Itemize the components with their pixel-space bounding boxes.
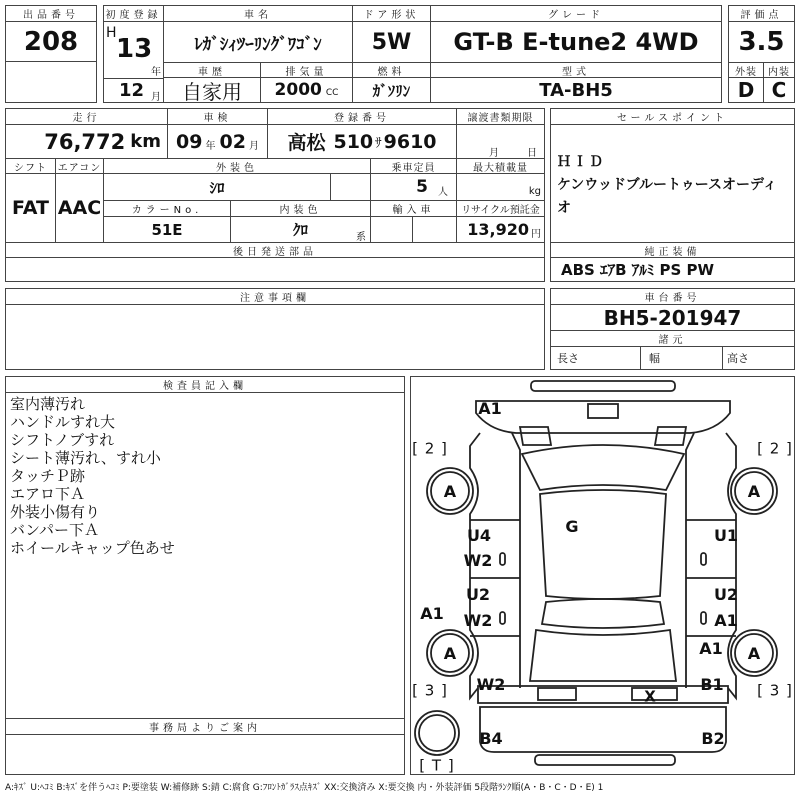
displacement-value: 2000 (274, 80, 322, 100)
model-code-value: TA-BH5 (430, 77, 722, 103)
capacity-cell (370, 173, 457, 201)
mileage-value: 76,772 (44, 129, 126, 154)
mark-quarter-right: B1 (700, 675, 724, 694)
imported-header: 輸入車 (370, 200, 457, 217)
parts-later-header: 後日発送部品 (5, 242, 545, 258)
specs-header: 諸元 (550, 330, 795, 347)
grade-header: グレード (430, 5, 722, 22)
interior-grade-value: C (763, 77, 795, 103)
shift-value: FAT (5, 173, 56, 243)
registration-class: 510 (333, 130, 374, 153)
displacement-cell (260, 77, 353, 103)
transfer-month-unit: 月 (489, 148, 499, 159)
history-value: 自家用 (163, 77, 261, 103)
right-front-door-handle (701, 553, 706, 565)
windshield (522, 445, 684, 490)
right-side-inner (686, 433, 694, 688)
car-name-value: ﾚｶﾞｼｨﾂｰﾘﾝｸﾞﾜｺﾞﾝ (163, 21, 353, 63)
color-number-header: カラーNo. (103, 200, 231, 217)
mark-door-left-front-2: W2 (463, 551, 493, 570)
right-headlight (655, 427, 686, 445)
sales-point-item: ＨＩＤ (557, 154, 605, 170)
first-registration-month-unit: 月 (151, 92, 161, 103)
inspector-note-line: エアロ下Ａ (10, 485, 86, 503)
spare-tire (415, 711, 459, 755)
inspector-note-line: シート薄汚れ、すれ小 (10, 449, 161, 467)
interior-color-cell (230, 216, 371, 243)
exterior-grade-value: D (728, 77, 764, 103)
sales-point-item: ケンウッドブルートゥースオーディオ (557, 177, 777, 216)
inspection-year: 09 (176, 130, 203, 153)
transfer-day-unit: 日 (527, 148, 537, 159)
spec-height: 高さ (722, 346, 795, 370)
office-notice-body (5, 734, 405, 775)
max-load-cell (456, 173, 545, 201)
inspector-note-line: バンパー下Ａ (10, 521, 99, 539)
registration-kana: ｻ (375, 136, 382, 151)
rear-bottom-strip (535, 755, 675, 765)
model-code-header: 型式 (430, 62, 722, 78)
aircon-header: エアコン (55, 158, 104, 174)
exterior-color-value: ｼﾛ (103, 173, 331, 201)
mark-wheel-right-rear: A (747, 644, 761, 663)
exterior-color-extra (330, 173, 371, 201)
mark-fender-left-rear: A1 (420, 604, 444, 623)
exterior-grade-header: 外装 (728, 62, 764, 78)
mark-door-left-rear-1: U2 (465, 585, 491, 604)
interior-color-suffix: 系 (356, 232, 366, 243)
inspector-note-line: 外装小傷有り (10, 503, 101, 521)
damage-code-legend: A:ｷｽﾞ U:ﾍｺﾐ B:ｷｽﾞを伴うﾍｺﾐ P:要塗装 W:補修跡 S:錆 C:腐食 G:ﾌﾛﾝﾄｶﾞﾗｽ点ｷｽﾞ XX:交換済み X:要交換 内・外装評価 5段階ﾗﾝｸ順(A・B・C・D・E) 1 (5, 783, 604, 793)
mileage-header: 走行 (5, 108, 168, 125)
inspector-notes-header: 検査員記入欄 (5, 376, 405, 393)
genuine-equipment-header: 純正装備 (550, 242, 795, 258)
notes-header: 注意事項欄 (5, 288, 545, 305)
registration-number-header: 登録番号 (267, 108, 457, 125)
first-registration-year (103, 21, 164, 79)
rear-bumper (480, 707, 726, 752)
spare-tire-inner (419, 715, 455, 751)
mark-bracket-right-front: [ 2 ] (757, 439, 793, 458)
exterior-color-header: 外装色 (103, 158, 371, 174)
grade-value: GT-B E-tune2 4WD (430, 21, 722, 63)
mark-rear-bumper-right: B2 (701, 729, 725, 748)
inspection-year-unit: 年 (205, 141, 216, 152)
left-rear-door-handle (500, 612, 505, 624)
lot-number-value: 208 (5, 21, 97, 62)
office-notice-header: 事務局よりご案内 (5, 718, 405, 735)
inspector-note-line: シフトノブすれ (10, 431, 115, 449)
shift-header: シフト (5, 158, 56, 174)
mark-door-right-rear-1: U2 (713, 585, 739, 604)
mark-quarter-left: W2 (476, 675, 506, 694)
interior-color-value: ｸﾛ (292, 221, 308, 239)
transfer-deadline-cell (456, 124, 545, 159)
left-side-inner (512, 433, 520, 688)
mark-door-right-front: U1 (713, 526, 739, 545)
mark-bracket-left-front: [ 2 ] (412, 439, 448, 458)
mark-bracket-left-rear: [ 3 ] (412, 681, 448, 700)
capacity-header: 乗車定員 (370, 158, 457, 174)
lot-number-blank (5, 61, 97, 103)
mark-door-left-front-1: U4 (466, 526, 492, 545)
aircon-value: AAC (55, 173, 104, 243)
score-value: 3.5 (728, 21, 795, 63)
chassis-number-header: 車台番号 (550, 288, 795, 305)
max-load-unit: kg (528, 186, 541, 197)
max-load-header: 最大積載量 (456, 158, 545, 174)
first-registration-month-value: 12 (119, 80, 145, 101)
capacity-unit: 人 (438, 186, 448, 198)
mark-wheel-right-front: A (747, 482, 761, 501)
mileage-unit: km (130, 131, 161, 152)
inspector-note-line: タッチＰ跡 (10, 467, 86, 485)
spec-length: 長さ (550, 346, 641, 370)
mark-bracket-right-rear: [ 3 ] (757, 681, 793, 700)
spec-width: 幅 (640, 346, 723, 370)
inspection-header: 車検 (167, 108, 268, 125)
genuine-equipment-value: ABS ｴｱB ｱﾙﾐ PS PW (550, 257, 795, 282)
rear-window (542, 599, 664, 628)
inspection-month: 02 (219, 130, 246, 153)
mark-wheel-left-front: A (443, 482, 457, 501)
inspector-note-line: ハンドルすれ大 (10, 413, 116, 431)
front-plate (588, 404, 618, 418)
history-header: 車歴 (163, 62, 261, 78)
recycle-fee-unit: 円 (531, 228, 541, 240)
rear-light-left (538, 688, 576, 700)
mark-rear-plate: X (644, 687, 656, 706)
lot-number-header: 出品番号 (5, 5, 97, 22)
mark-rear-bumper-left: B4 (479, 729, 503, 748)
mark-front-bumper: A1 (478, 399, 502, 418)
rear-bumper-top (478, 686, 728, 706)
mark-door-left-rear-2: W2 (463, 611, 493, 630)
first-registration-year-value: 13 (116, 34, 153, 64)
registration-number: 9610 (383, 130, 437, 153)
mark-trunk: [ T ] (419, 756, 455, 775)
interior-color-header: 内装色 (230, 200, 371, 217)
registration-number-cell (267, 124, 457, 159)
mark-door-right-rear-2: A1 (714, 611, 738, 630)
transfer-deadline-header: 譲渡書類期限 (456, 108, 545, 125)
inspector-note-line: ホイールキャップ色あせ (10, 539, 175, 557)
notes-body (5, 304, 545, 370)
displacement-unit: CC (325, 88, 339, 98)
roof (540, 490, 666, 599)
left-front-door-handle (500, 553, 505, 565)
mileage-cell (5, 124, 168, 159)
first-registration-era: H (106, 25, 117, 41)
inspector-note-line: 室内薄汚れ (10, 395, 86, 413)
recycle-fee-header: リサイクル預託金 (456, 200, 545, 217)
parts-later-body (5, 257, 545, 282)
first-registration-header: 初度登録 (103, 5, 164, 22)
sales-points-body (550, 124, 795, 243)
recycle-fee-value: 13,920 (467, 220, 529, 239)
door-type-value: 5W (352, 21, 431, 63)
mark-fender-right-rear: A1 (699, 639, 723, 658)
mark-glass: G (565, 517, 579, 536)
inspection-month-unit: 月 (248, 141, 259, 152)
inspection-cell (167, 124, 268, 159)
score-header: 評価点 (728, 5, 795, 22)
displacement-header: 排気量 (260, 62, 353, 78)
imported-cell-b (412, 216, 457, 243)
front-bumper (476, 401, 730, 433)
color-number-value: 51E (103, 216, 231, 243)
door-type-header: ドア形状 (352, 5, 431, 22)
capacity-value: 5 (416, 177, 428, 197)
first-registration-month (103, 78, 164, 103)
tailgate (530, 630, 676, 681)
front-top-strip (531, 381, 675, 391)
recycle-fee-cell (456, 216, 545, 243)
left-headlight (520, 427, 551, 445)
mark-wheel-left-rear: A (443, 644, 457, 663)
first-registration-year-unit: 年 (151, 67, 161, 78)
interior-grade-header: 内装 (763, 62, 795, 78)
imported-cell-a (370, 216, 413, 243)
sales-points-header: セールスポイント (550, 108, 795, 125)
fuel-header: 燃料 (352, 62, 431, 78)
car-name-header: 車名 (163, 5, 353, 22)
car-diagram (410, 376, 795, 775)
registration-region: 高松 (287, 132, 326, 154)
fuel-value: ｶﾞｿﾘﾝ (352, 77, 431, 103)
chassis-number-value: BH5-201947 (550, 304, 795, 331)
inspector-notes-body (5, 392, 405, 719)
right-rear-door-handle (701, 612, 706, 624)
